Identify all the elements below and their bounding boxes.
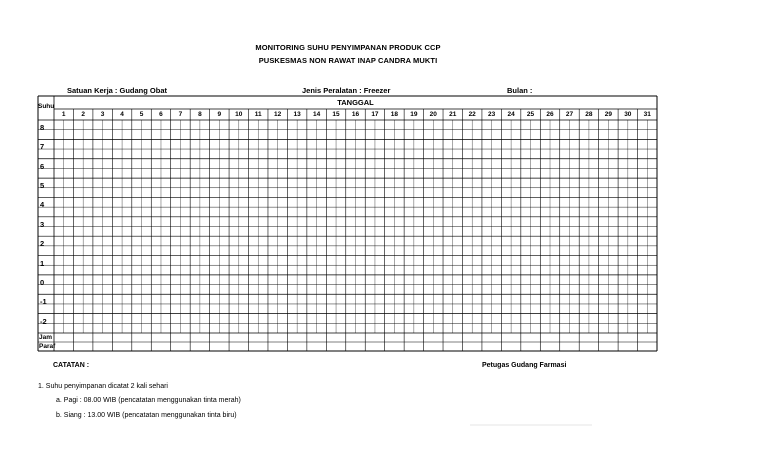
note-rule-1: 1. Suhu penyimpanan dicatat 2 kali sehari [38, 383, 168, 390]
document-title-line-2: PUSKESMAS NON RAWAT INAP CANDRA MUKTI [258, 56, 438, 65]
note-rule-1b: b. Siang : 13.00 WIB (pencatatan menggunakan tinta biru) [56, 412, 237, 419]
day-number-label: 4 [120, 111, 124, 118]
day-number-label: 18 [390, 111, 398, 118]
day-number-label: 21 [449, 111, 457, 118]
temperature-label: 8 [40, 123, 45, 132]
day-number-label: 20 [429, 111, 437, 118]
temperature-label: 0 [40, 277, 45, 287]
table-grid-lines [38, 96, 657, 351]
temperature-label: 5 [40, 181, 45, 191]
day-number-label: 11 [254, 111, 262, 118]
day-number-label: 24 [507, 111, 515, 118]
day-number-label: 3 [100, 111, 105, 118]
suhu-header-label: Suhu [38, 103, 55, 110]
day-number-label: 12 [274, 111, 282, 118]
day-number-label: 23 [488, 111, 496, 118]
day-number-label: 19 [410, 111, 418, 118]
tanggal-header-label: TANGGAL [337, 98, 374, 107]
satuan-kerja-label: Satuan Kerja : Gudang Obat [67, 86, 168, 95]
temperature-label: -2 [40, 316, 47, 326]
day-number-label: 13 [293, 111, 301, 118]
day-number-label: 1 [61, 111, 66, 118]
day-number-label: 26 [546, 111, 554, 118]
footer-row-label: Jam [39, 334, 53, 341]
temperature-label: 2 [40, 239, 45, 249]
day-number-label: 5 [139, 111, 144, 118]
day-number-label: 14 [312, 111, 321, 118]
day-number-label: 30 [624, 111, 632, 118]
day-number-label: 6 [159, 111, 163, 118]
day-number-label: 16 [351, 111, 360, 118]
day-number-label: 10 [235, 111, 243, 118]
temperature-label: -1 [40, 297, 47, 307]
day-number-label: 31 [643, 111, 651, 118]
temperature-log-table [38, 96, 657, 351]
temperature-label: 4 [40, 200, 45, 210]
footer-row-label: Paraf [39, 343, 56, 350]
day-number-label: 17 [371, 111, 379, 118]
day-number-label: 22 [468, 111, 476, 118]
temperature-label: 7 [40, 142, 45, 152]
day-number-label: 8 [198, 111, 202, 118]
petugas-label: Petugas Gudang Farmasi [482, 362, 567, 369]
temperature-label: 3 [40, 219, 45, 229]
bulan-label: Bulan : [507, 86, 533, 95]
day-number-label: 9 [217, 111, 222, 118]
catatan-label: CATATAN : [53, 362, 90, 369]
signature-line [470, 423, 600, 427]
day-number-label: 29 [604, 111, 612, 118]
day-number-label: 25 [526, 111, 535, 118]
day-number-label: 15 [332, 111, 340, 118]
jenis-peralatan-label: Jenis Peralatan : Freezer [302, 86, 391, 95]
note-rule-1a: a. Pagi : 08.00 WIB (pencatatan menggunakan tinta merah) [56, 397, 241, 404]
temperature-label: 1 [40, 258, 45, 268]
day-number-label: 2 [81, 111, 85, 118]
temperature-label: 6 [40, 161, 45, 171]
day-number-label: 27 [565, 111, 574, 118]
day-number-label: 7 [178, 111, 183, 118]
day-number-label: 28 [585, 111, 593, 118]
document-title-line-1: MONITORING SUHU PENYIMPANAN PRODUK CCP [255, 43, 441, 52]
